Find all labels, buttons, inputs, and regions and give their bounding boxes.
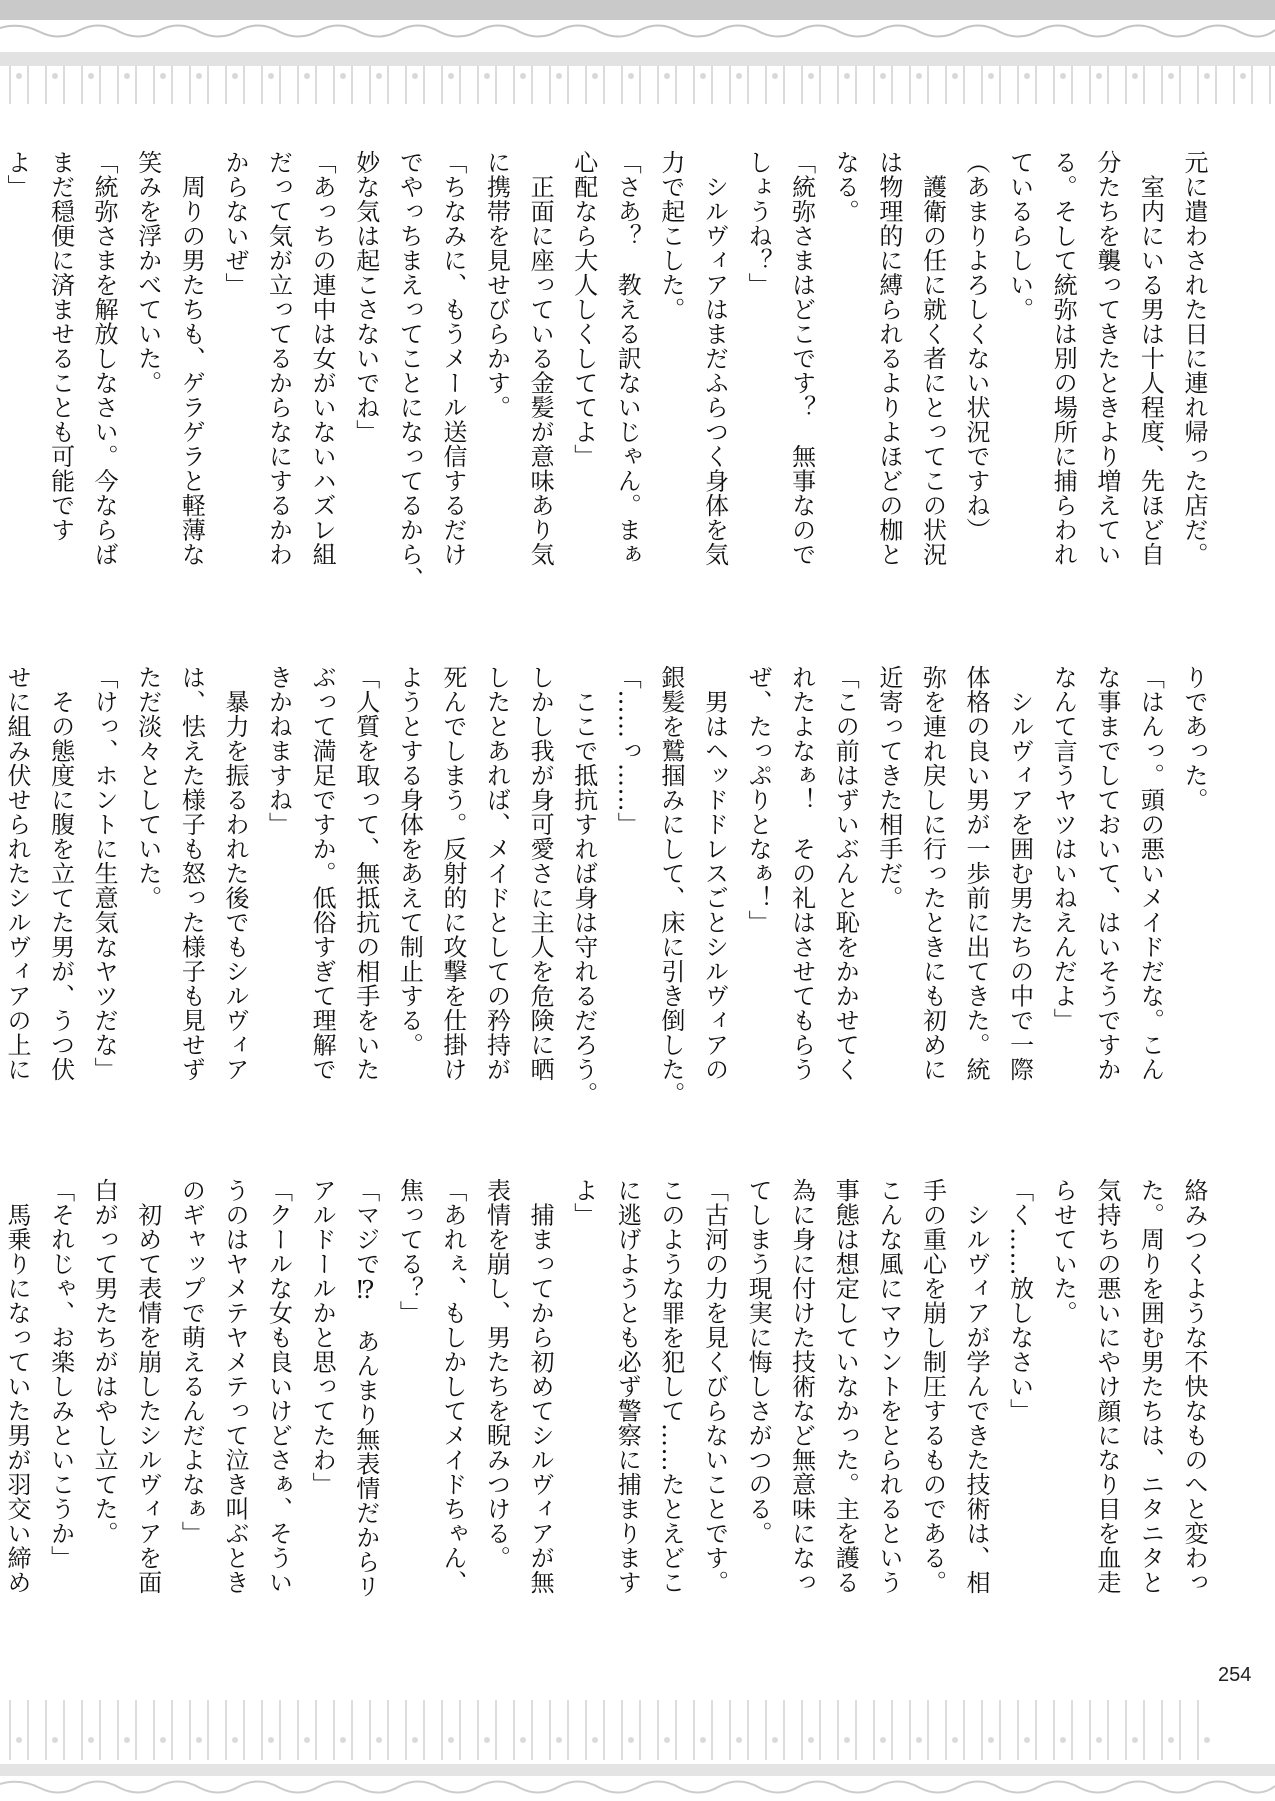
text-line: 妙な気は起こさないでね」 [351,150,380,444]
text-line: （あまりよろしくない状況ですね） [962,150,991,542]
text-line: 体格の良い男が一歩前に出てきた。統 [962,665,991,1082]
text-line: しかし我が身可愛さに主人を危険に晒 [526,665,555,1082]
text-line: 笑みを浮かべていた。 [133,150,162,395]
top-ornamental-border [0,0,1275,110]
text-line: ここで抵抗すれば身は守れるだろう。 [569,665,598,1106]
text-line: 近寄ってきた相手だ。 [874,665,903,910]
text-line: 「この前はずいぶんと恥をかかせてく [831,665,860,1082]
text-line: 捕まってから初めてシルヴィアが無 [526,1178,555,1595]
text-line: 周りの男たちも、ゲラゲラと軽薄な [177,150,206,567]
text-line: せに組み伏せられたシルヴィアの上に [2,665,31,1082]
text-line: 「統弥さまを解放しなさい。今ならば [90,150,119,567]
text-line: 護衛の任に就く者にとってこの状況 [918,150,947,567]
text-line: なる。 [831,150,860,224]
text-line: た。周りを囲む男たちは、ニタニタと [1136,1178,1165,1595]
text-line: したとあれば、メイドとしての矜持が [482,665,511,1082]
text-line: ぜ、たっぷりとなぁ！」 [744,665,773,935]
text-line: に逃げようとも必ず警察に捕まります [613,1178,642,1595]
text-line: は物理的に縛られるよりよほどの枷と [874,150,903,567]
text-line: ぶって満足ですか。低俗すぎて理解で [308,665,337,1082]
text-line: 「古河の力を見くびらないことです。 [700,1178,729,1595]
text-line: 力で起こした。 [656,150,685,322]
text-line: 「けっ、ホントに生意気なヤツだな」 [90,665,119,1082]
text-line: のギャップで萌えるんだよなぁ」 [177,1178,206,1546]
text-line: その態度に腹を立てた男が、うつ伏 [46,665,75,1082]
text-line: 「く……放しなさい」 [1005,1178,1034,1423]
text-line: 室内にいる男は十人程度、先ほど自 [1136,150,1165,567]
text-line: れたよなぁ！ その礼はさせてもらう [787,665,816,1082]
bottom-ornamental-border [0,1700,1275,1801]
text-line: 弥を連れ戻しに行ったときにも初めに [918,665,947,1082]
text-line: 「ちなみに、もうメール送信するだけ [438,150,467,567]
text-line: てしまう現実に悔しさがつのる。 [744,1178,773,1546]
text-line: 「さあ？ 教える訳ないじゃん。まぁ [613,150,642,567]
text-line: からないぜ」 [220,150,249,297]
text-line: よ」 [2,150,31,199]
text-line: 正面に座っている金髪が意味あり気 [526,150,555,567]
text-line: だって気が立ってるからなにするかわ [264,150,293,567]
text-line: こんな風にマウントをとられるという [874,1178,903,1595]
text-line: 「マジで⁉ あんまり無表情だからリ [351,1178,380,1599]
text-line: る。そして統弥は別の場所に捕らわれ [1049,150,1078,567]
text-line: このような罪を犯して……たとえどこ [656,1178,685,1595]
text-line: しょうね？」 [744,150,773,297]
text-tier-top [2,150,1215,591]
text-line: アルドールかと思ってたわ」 [308,1178,337,1497]
text-tier-bottom [2,1178,1215,1610]
text-line: よ」 [569,1178,598,1227]
text-line: 「あっちの連中は女がいないハズレ組 [308,150,337,567]
text-line: らせていた。 [1049,1178,1078,1325]
text-line: ているらしい。 [1005,150,1034,322]
text-line: 「あれぇ、もしかしてメイドちゃん、 [438,1178,467,1595]
text-line: 「それじゃ、お楽しみといこうか」 [46,1178,75,1570]
text-line: 「クールな女も良いけどさぁ、そうい [264,1178,293,1595]
text-line: 初めて表情を崩したシルヴィアを面 [133,1178,162,1595]
text-line: 「統弥さまはどこです？ 無事なので [787,150,816,567]
text-line: シルヴィアを囲む男たちの中で一際 [1005,665,1034,1082]
text-line: ようとする身体をあえて制止する。 [395,665,424,1057]
text-line: まだ穏便に済ませることも可能です [46,150,75,542]
text-line: 元に遣わされた日に連れ帰った店だ。 [1180,150,1208,567]
text-line: 心配なら大人しくしててよ」 [569,150,598,469]
text-tier-middle [2,665,1215,1106]
page-number: 254 [1218,1664,1252,1686]
text-line: 焦ってる？」 [395,1178,424,1325]
text-line: 為に身に付けた技術など無意味になっ [787,1178,816,1595]
text-line: うのはヤメテヤメテって泣き叫ぶとき [220,1178,249,1595]
text-line: りであった。 [1180,665,1208,812]
text-line: 「人質を取って、無抵抗の相手をいた [351,665,380,1082]
text-line: 「はんっ。頭の悪いメイドだな。こん [1136,665,1165,1082]
text-line: 手の重心を崩し制圧するものである。 [918,1178,947,1595]
text-line: 白がって男たちがはやし立てた。 [90,1178,119,1546]
text-line: なんて言うヤツはいねえんだよ」 [1049,665,1078,1033]
text-line: は、怯えた様子も怒った様子も見せず [177,665,206,1082]
text-line: 馬乗りになっていた男が羽交い締め [2,1178,31,1595]
text-line: きかねますね」 [264,665,293,837]
text-line: 暴力を振るわれた後でもシルヴィア [220,665,249,1082]
text-line: シルヴィアが学んできた技術は、相 [962,1178,991,1595]
text-line: 分たちを襲ってきたときより増えてい [1092,150,1121,567]
text-line: シルヴィアはまだふらつく身体を気 [700,150,729,567]
text-line: 気持ちの悪いにやけ顔になり目を血走 [1092,1178,1121,1595]
text-line: 絡みつくような不快なものへと変わっ [1180,1178,1208,1595]
text-line: 表情を崩し、男たちを睨みつける。 [482,1178,511,1570]
text-line: ただ淡々としていた。 [133,665,162,910]
text-line: に携帯を見せびらかす。 [482,150,511,420]
text-line: 銀髪を鷲掴みにして、床に引き倒した。 [656,665,685,1106]
text-line: 男はヘッドドレスごとシルヴィアの [700,665,729,1082]
text-line: 死んでしまう。反射的に攻撃を仕掛け [438,665,467,1082]
text-line: 事態は想定していなかった。主を護る [831,1178,860,1595]
text-line: 「……っ……」 [613,665,642,837]
text-line: でやっちまえってことになってるから、 [395,150,424,591]
text-line: な事までしておいて、はいそうですか [1092,665,1121,1082]
